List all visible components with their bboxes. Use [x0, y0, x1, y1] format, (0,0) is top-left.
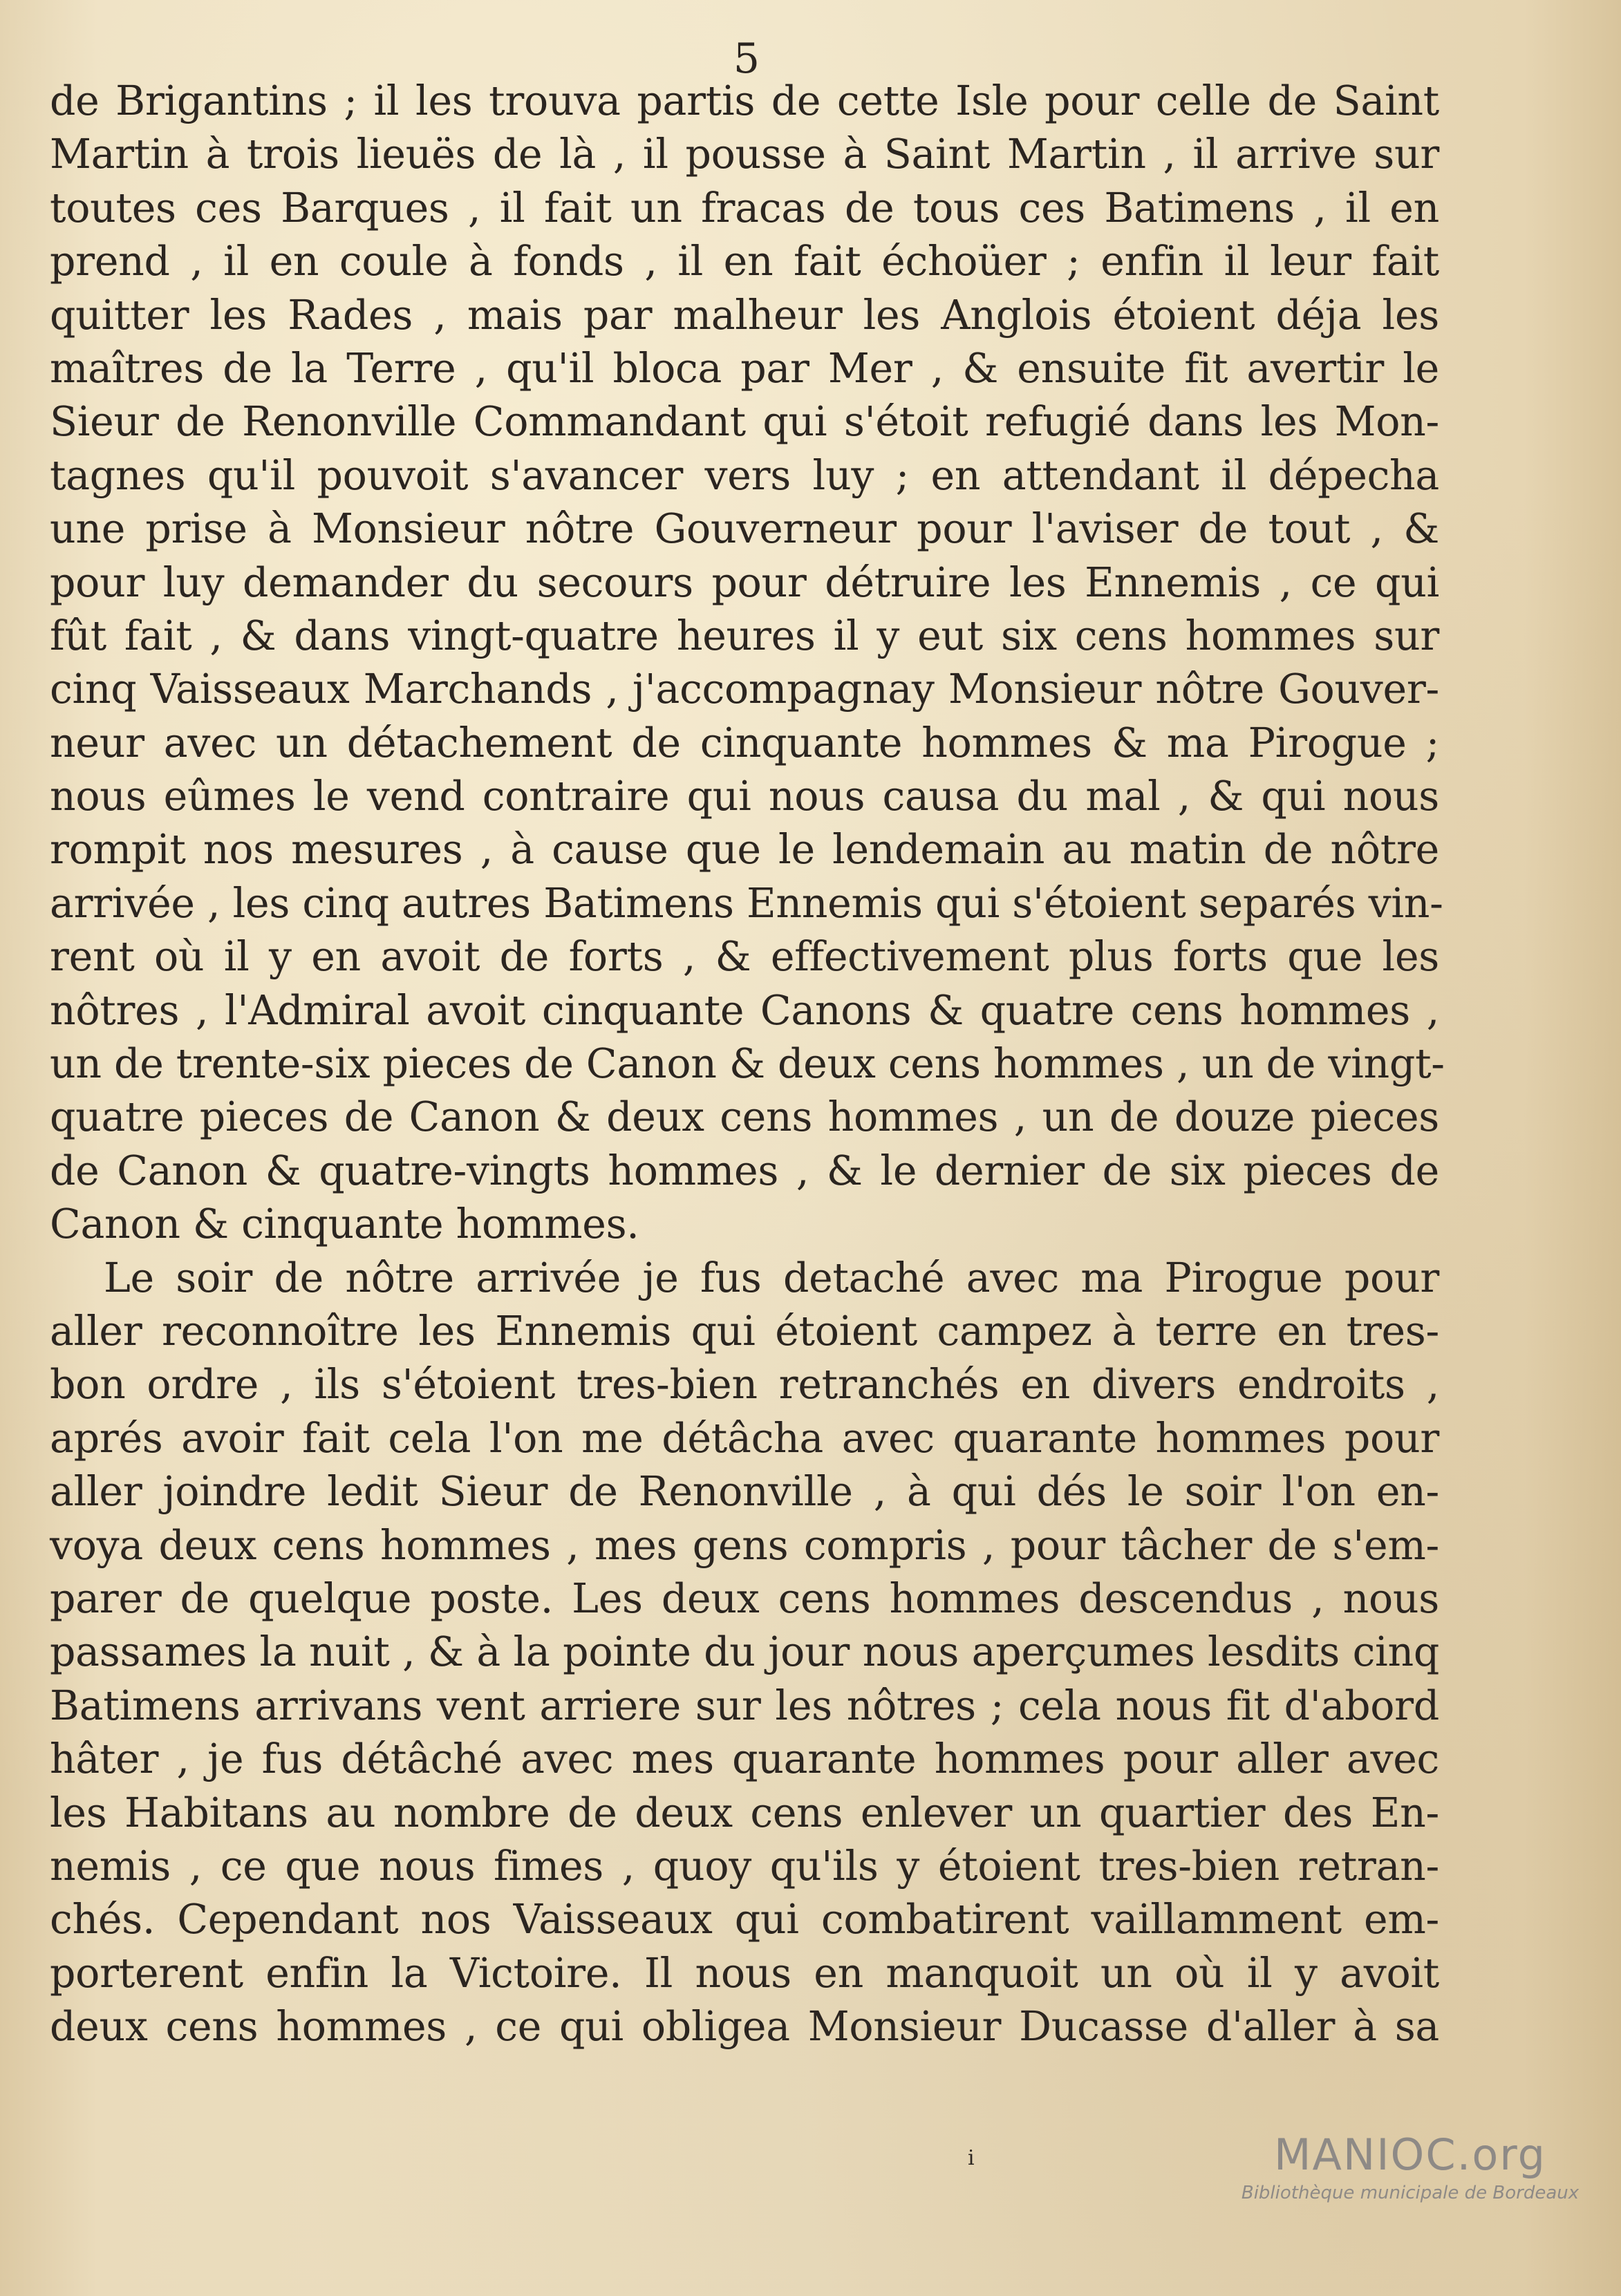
text-line: prend , il en coule à fonds , il en fait échoüer ; enfin il leur fait	[50, 238, 1439, 285]
text-line: cinq Vaisseaux Marchands , j'accompagnay Monsieur nôtre Gouver-	[50, 666, 1439, 713]
text-line: porterent enfin la Victoire. Il nous en manquoit un où il y avoit	[50, 1949, 1439, 1997]
text-line: bon ordre , ils s'étoient tres-bien retranchés en divers endroits ,	[50, 1361, 1439, 1409]
body-text	[50, 75, 1445, 2053]
text-line: nous eûmes le vend contraire qui nous causa du mal , & qui nous	[50, 773, 1439, 820]
text-line: Canon & cinquante hommes.	[50, 1201, 639, 1248]
text-line: fût fait , & dans vingt-quatre heures il y eut six cens hommes sur	[50, 612, 1439, 659]
text-line: une prise à Monsieur nôtre Gouverneur pour l'aviser de tout , &	[50, 505, 1439, 553]
text-line: Batimens arrivans vent arriere sur les nôtres ; cela nous fit d'abord	[50, 1682, 1439, 1729]
paragraph	[50, 1252, 1439, 2054]
text-line: voya deux cens hommes , mes gens compris , pour tâcher de s'em-	[50, 1521, 1439, 1569]
text-line: quitter les Rades , mais par malheur les Anglois étoient déja les	[50, 291, 1439, 339]
paragraph	[50, 75, 1445, 1252]
text-line: nemis , ce que nous fimes , quoy qu'ils y étoient tres-bien retran-	[50, 1842, 1439, 1890]
text-line: quatre pieces de Canon & deux cens hommes , un de douze pieces	[50, 1093, 1439, 1141]
text-line: toutes ces Barques , il fait un fracas de tous ces Batimens , il en	[50, 184, 1439, 232]
text-line: deux cens hommes , ce qui obligea Monsieur Ducasse d'aller à sa	[50, 2003, 1439, 2051]
text-line: les Habitans au nombre de deux cens enlever un quartier des En-	[50, 1789, 1439, 1836]
text-line: aprés avoir fait cela l'on me détâcha avec quarante hommes pour	[50, 1414, 1439, 1462]
manioc-logo: MANIOC.org	[1273, 2129, 1547, 2180]
signature-mark: i	[968, 2146, 975, 2170]
text-line: aller reconnoître les Ennemis qui étoient campez à terre en tres-	[50, 1307, 1439, 1355]
text-line: aller joindre ledit Sieur de Renonville , à qui dés le soir l'on en-	[50, 1468, 1439, 1516]
text-line: Martin à trois lieuës de là , il pousse à Saint Martin , il arrive sur	[50, 131, 1439, 178]
text-line: nôtres , l'Admiral avoit cinquante Canons & quatre cens hommes ,	[50, 986, 1439, 1034]
text-line: parer de quelque poste. Les deux cens hommes descendus , nous	[50, 1574, 1439, 1622]
text-line: tagnes qu'il pouvoit s'avancer vers luy ; en attendant il dépecha	[50, 451, 1439, 499]
manioc-watermark	[1203, 2129, 1618, 2205]
text-line: neur avec un détachement de cinquante hommes & ma Pirogue ;	[50, 719, 1439, 766]
text-line: rompit nos mesures , à cause que le lendemain au matin de nôtre	[50, 826, 1439, 874]
text-line: de Canon & quatre-vingts hommes , & le dernier de six pieces de	[50, 1147, 1439, 1194]
text-line: un de trente-six pieces de Canon & deux cens hommes , un de vingt-	[50, 1040, 1445, 1088]
text-line: rent où il y en avoit de forts , & effectivement plus forts que les	[50, 933, 1439, 981]
text-line: maîtres de la Terre , qu'il bloca par Mer , & ensuite fit avertir le	[50, 344, 1439, 392]
text-line: passames la nuit , & à la pointe du jour nous aperçumes lesdits cinq	[50, 1628, 1439, 1676]
text-line: pour luy demander du secours pour détruire les Ennemis , ce qui	[50, 558, 1439, 606]
page-number: 5	[733, 35, 760, 83]
text-line: Sieur de Renonville Commandant qui s'étoit refugié dans les Mon-	[50, 398, 1439, 446]
library-credit: Bibliothèque municipale de Bordeaux	[1241, 2183, 1580, 2203]
text-line: hâter , je fus détâché avec mes quarante hommes pour aller avec	[50, 1735, 1439, 1783]
text-line: Le soir de nôtre arrivée je fus detaché avec ma Pirogue pour	[104, 1254, 1439, 1301]
text-line: chés. Cependant nos Vaisseaux qui combatirent vaillamment em-	[50, 1896, 1439, 1944]
text-line: de Brigantins ; il les trouva partis de cette Isle pour celle de Saint	[50, 77, 1439, 124]
text-line: arrivée , les cinq autres Batimens Ennemis qui s'étoient separés vin-	[50, 879, 1443, 927]
